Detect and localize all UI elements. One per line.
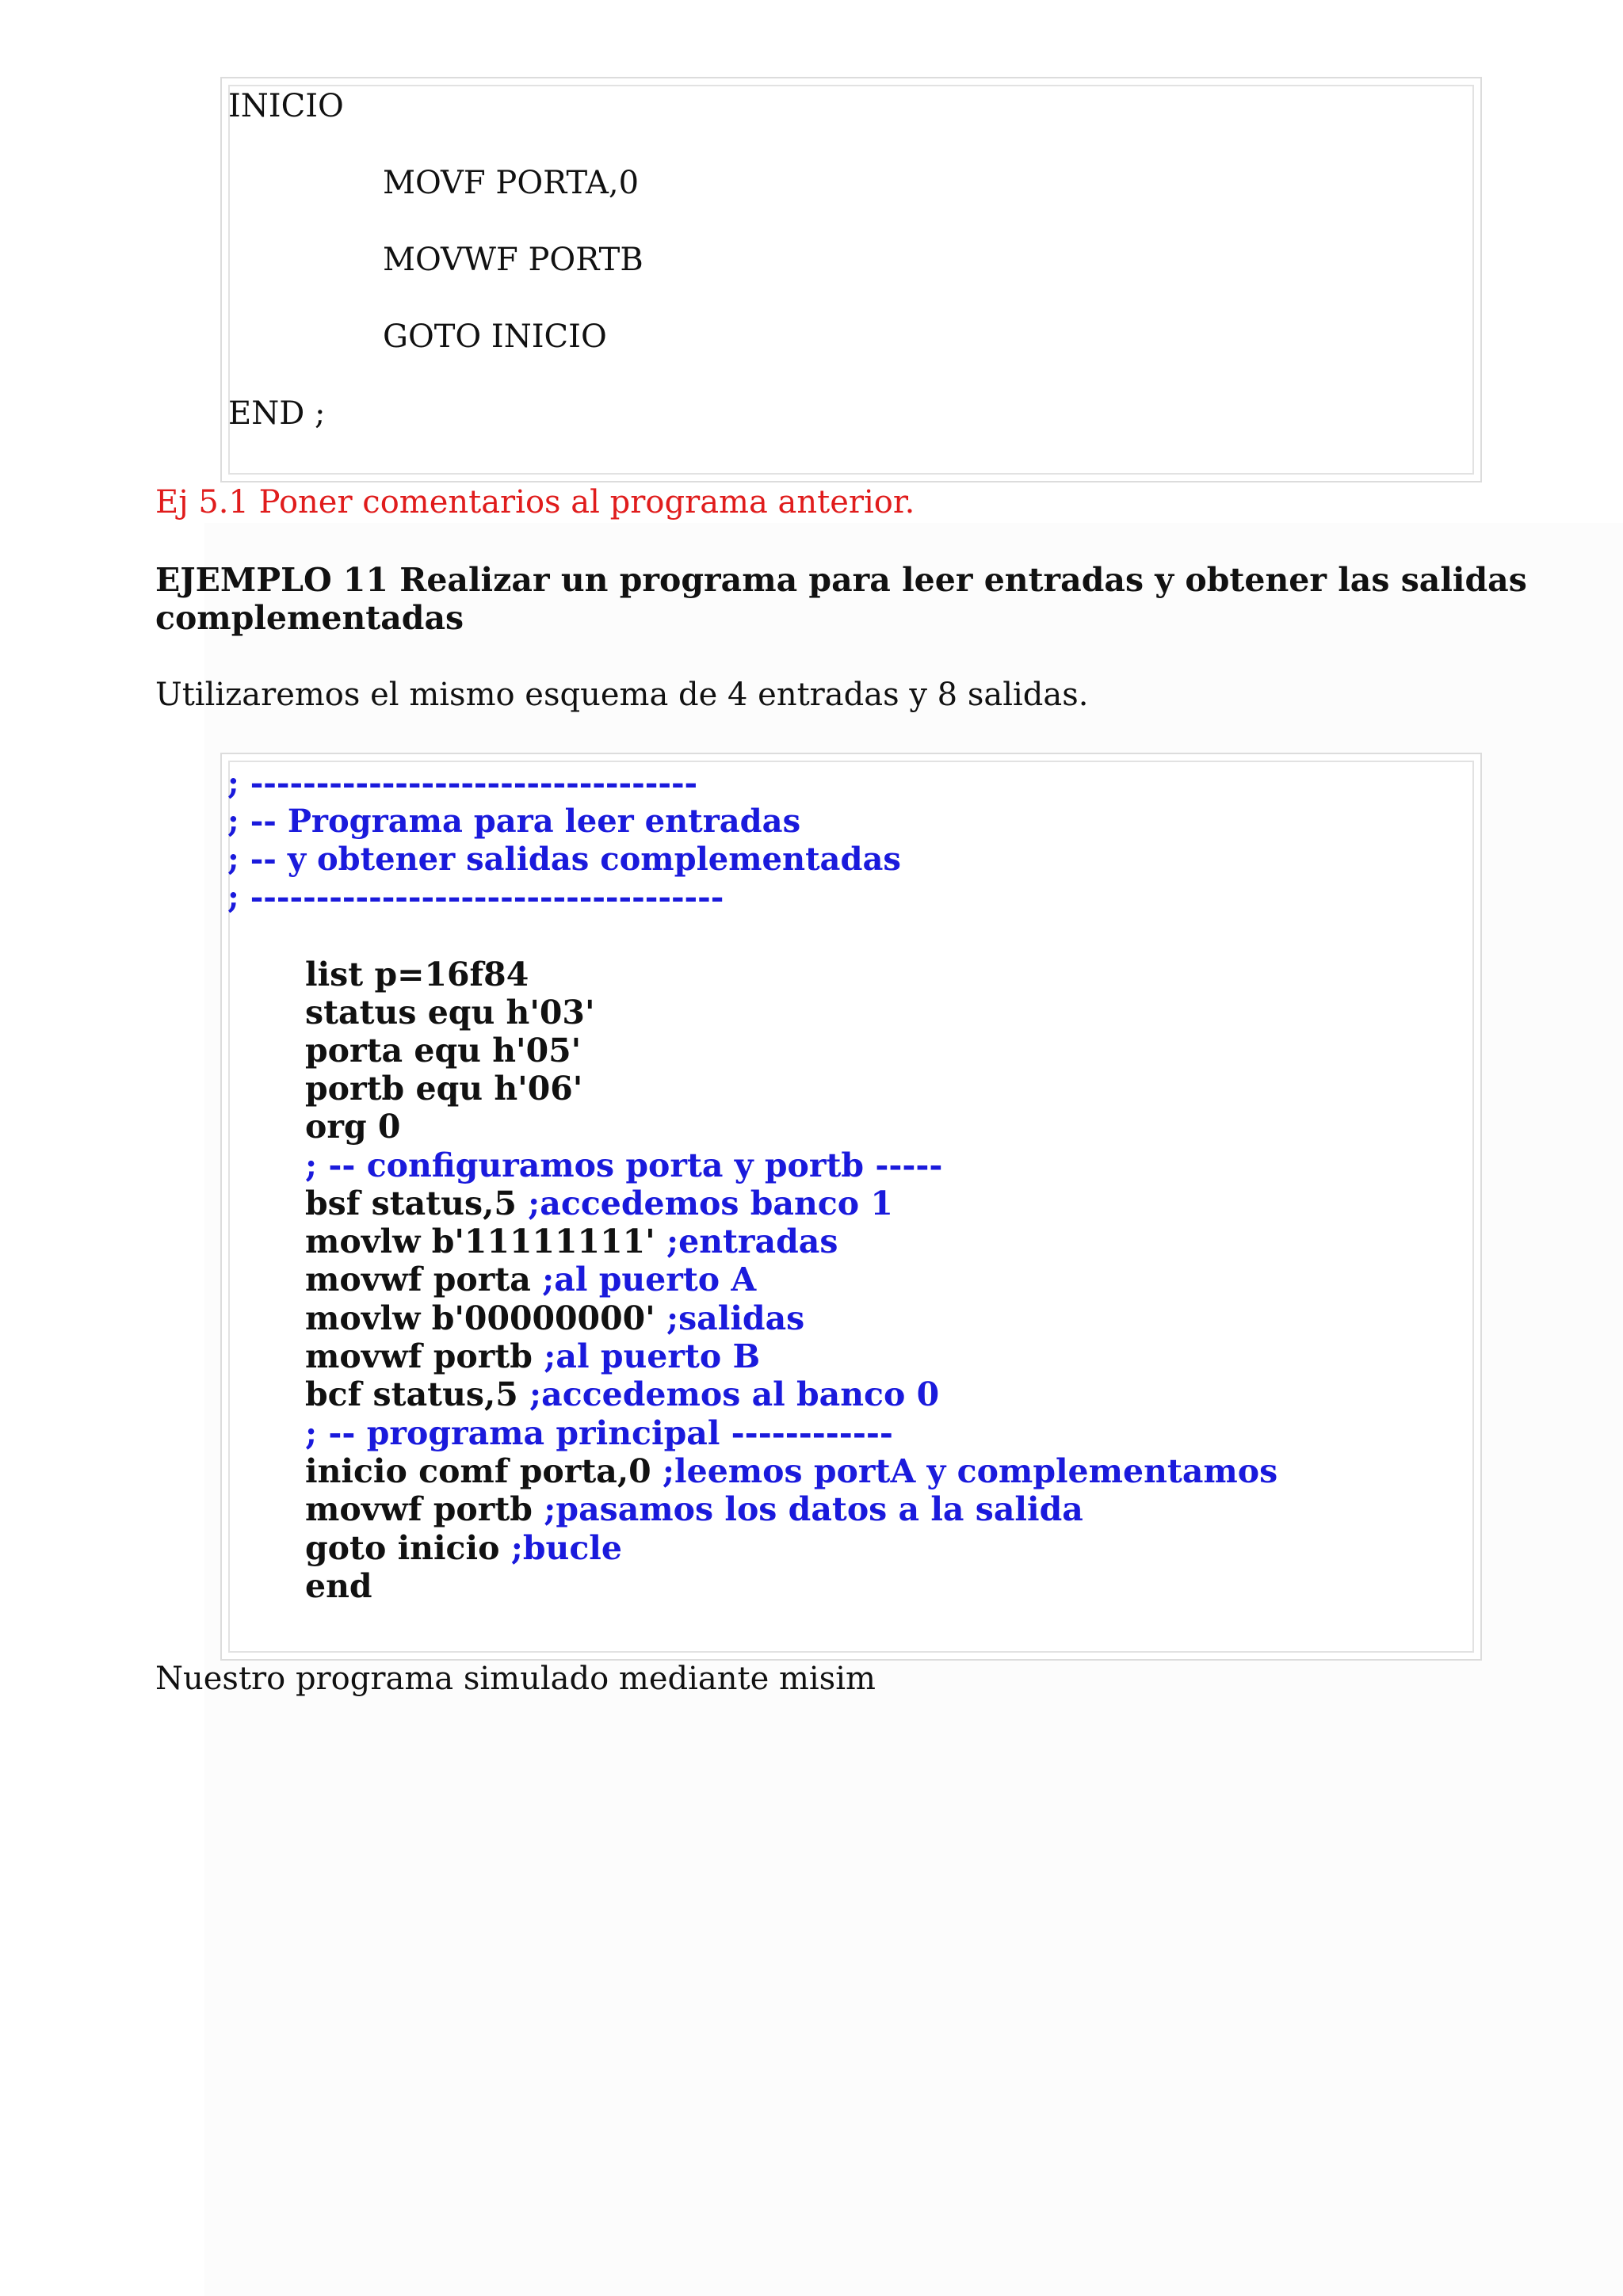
code2-line [305, 1567, 372, 1605]
code2-line [305, 1184, 893, 1222]
code2-comment: ;pasamos los datos a la salida [544, 1490, 1083, 1528]
code2-instruction: movlw b'11111111' [305, 1222, 666, 1261]
code2-comment: ; -- configuramos porta y portb ----- [305, 1146, 943, 1184]
code2-line [305, 1375, 939, 1413]
code2-instruction: bsf status,5 [305, 1184, 529, 1222]
code2-instruction: bcf status,5 [305, 1375, 530, 1413]
code2-comment: ;accedemos al banco 0 [529, 1375, 940, 1413]
code-box-1-inner-border [228, 85, 1474, 475]
code2-comment: ;entradas [666, 1222, 838, 1261]
code2-line [305, 1337, 760, 1375]
code2-comment: ;accedemos banco 1 [528, 1184, 893, 1222]
example-heading-line1: EJEMPLO 11 Realizar un programa para leer entradas y obtener las salidas [155, 561, 1527, 599]
code2-instruction: movlw b'00000000' [305, 1299, 666, 1337]
code1-line-movwf: MOVWF PORTB [383, 242, 643, 278]
code2-line [305, 1529, 622, 1567]
footer-text: Nuestro programa simulado mediante misim [155, 1661, 876, 1697]
code2-instruction: list p=16f84 [305, 955, 529, 994]
code2-instruction: movwf portb [305, 1337, 544, 1375]
code2-instruction: status equ h'03' [305, 994, 595, 1032]
code2-line [305, 1452, 1277, 1490]
code2-comment: ;leemos portA y complementamos [662, 1452, 1278, 1490]
code2-line [305, 1414, 893, 1452]
code2-header-title2: ; -- y obtener salidas complementadas [227, 841, 901, 878]
code1-label-inicio: INICIO [228, 88, 344, 124]
code2-line [305, 1222, 838, 1261]
code2-instruction: org 0 [305, 1108, 401, 1146]
code2-header-rule-top: ; ---------------------------------- [227, 765, 698, 802]
code1-line-end: END ; [228, 395, 326, 432]
code-box-1 [220, 77, 1482, 482]
code2-line [305, 1070, 582, 1108]
code2-instruction: movwf porta [305, 1261, 543, 1299]
code1-line-movf: MOVF PORTA,0 [383, 165, 640, 201]
intro-text: Utilizaremos el mismo esquema de 4 entradas y 8 salidas. [155, 677, 1089, 713]
code1-line-goto: GOTO INICIO [383, 318, 607, 355]
example-heading-line2: complementadas [155, 599, 464, 637]
code2-comment: ;bucle [510, 1529, 622, 1567]
code2-line [305, 1490, 1083, 1528]
code2-instruction: end [305, 1567, 372, 1605]
code2-line [305, 955, 529, 994]
code2-comment: ;al puerto A [542, 1261, 757, 1299]
code2-header-title1: ; -- Programa para leer entradas [227, 803, 801, 840]
code2-line [305, 994, 595, 1032]
code2-instruction: inicio comf porta,0 [305, 1452, 663, 1490]
code2-line [305, 1299, 804, 1337]
code2-line [305, 1032, 581, 1070]
code2-line [305, 1108, 400, 1146]
code2-comment: ;salidas [666, 1299, 805, 1337]
code2-comment: ; -- programa principal ------------ [305, 1414, 893, 1452]
code2-line [305, 1146, 942, 1184]
code2-header-rule-bottom: ; ------------------------------------ [227, 879, 724, 916]
code2-comment: ;al puerto B [544, 1337, 761, 1375]
code2-instruction: goto inicio [305, 1529, 511, 1567]
code2-instruction: portb equ h'06' [305, 1070, 583, 1108]
code2-line [305, 1261, 756, 1299]
code2-instruction: porta equ h'05' [305, 1032, 582, 1070]
code2-instruction: movwf portb [305, 1490, 544, 1528]
exercise-text: Ej 5.1 Poner comentarios al programa anterior. [155, 484, 915, 521]
